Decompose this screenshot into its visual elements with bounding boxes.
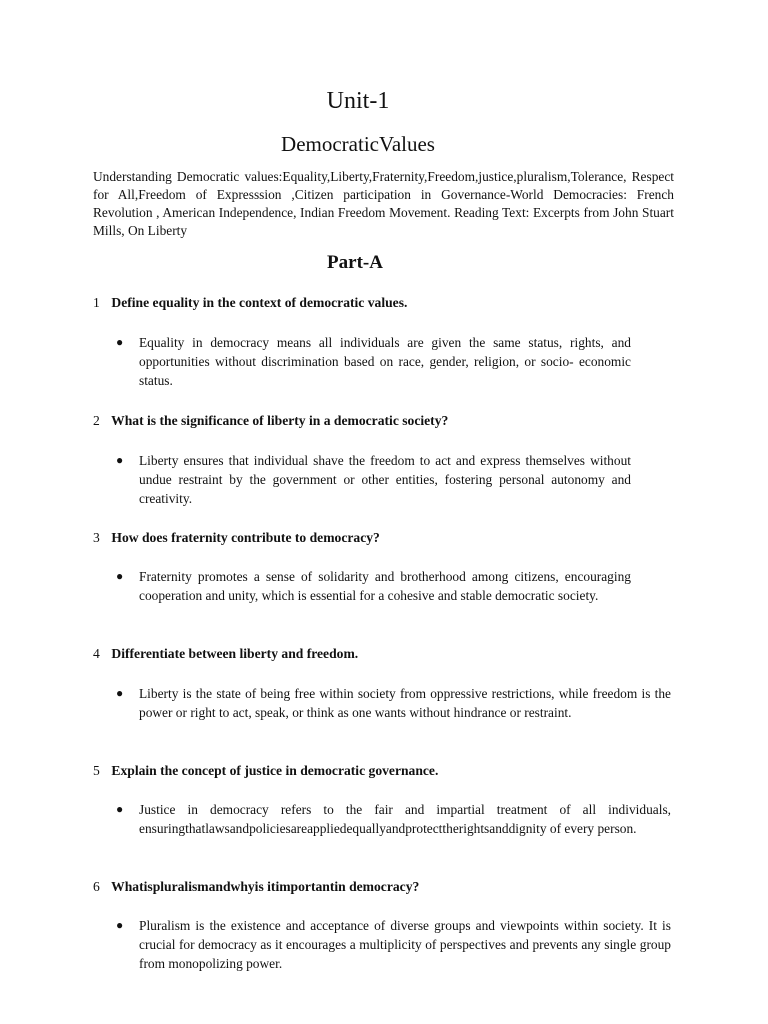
question-text: Define equality in the context of democratic values. — [111, 295, 408, 310]
question-number: 6 — [93, 879, 100, 894]
bullet-icon: ● — [116, 335, 124, 349]
intro-paragraph: Understanding Democratic values:Equality,Liberty,Fraternity,Freedom,justice,pluralism,Tolerance, Respect for All,Freedom of Expresssion ,Citizen participation in Governance-World Democracies: French Revolution , American Independence, Indian Freedom Movement. Reading Text: Excerpts from John Stuart Mills, On Liberty — [93, 169, 674, 238]
answer-5: Justice in democracy refers to the fair and impartial treatment of all individuals, ensuringthatlawsandpoliciesareappliedequallyandprotecttherightsanddignity of every person. — [139, 802, 671, 836]
question-text: What is the significance of liberty in a democratic society? — [111, 413, 449, 428]
answer-6: Pluralism is the existence and acceptance of diverse groups and viewpoints within society. It is crucial for democracy as it encourages a multiplicity of perspectives and prevents any single group from monopolizing power. — [139, 918, 671, 971]
answer-2: Liberty ensures that individual shave the freedom to act and express themselves without undue restraint by the government or other entities, fostering personal autonomy and creativity. — [139, 453, 631, 506]
answer-3: Fraternity promotes a sense of solidarity and brotherhood among citizens, encouraging cooperation and unity, which is essential for a cohesive and stable democratic society. — [139, 569, 631, 603]
bullet-icon: ● — [116, 569, 124, 583]
question-text: Whatispluralismandwhyis itimportantin democracy? — [111, 879, 420, 894]
question-1 — [93, 294, 693, 312]
question-4 — [93, 645, 693, 663]
question-number: 1 — [93, 295, 100, 310]
question-text: How does fraternity contribute to democracy? — [111, 530, 380, 545]
unit-subtitle: DemocraticValues — [281, 132, 435, 156]
question-number: 3 — [93, 530, 100, 545]
bullet-icon: ● — [116, 918, 124, 932]
question-number: 2 — [93, 413, 100, 428]
question-number: 4 — [93, 646, 100, 661]
bullet-icon: ● — [116, 802, 124, 816]
part-heading: Part-A — [327, 252, 383, 273]
question-2 — [93, 412, 693, 430]
question-number: 5 — [93, 763, 100, 778]
question-text: Differentiate between liberty and freedom. — [111, 646, 359, 661]
question-text: Explain the concept of justice in democratic governance. — [111, 763, 439, 778]
question-3 — [93, 529, 693, 547]
answer-1: Equality in democracy means all individuals are given the same status, rights, and opportunities without discrimination based on race, gender, religion, or socio- economic status. — [139, 335, 631, 388]
bullet-icon: ● — [116, 686, 124, 700]
unit-title: Unit-1 — [326, 88, 390, 114]
question-5 — [93, 762, 693, 780]
answer-4: Liberty is the state of being free within society from oppressive restrictions, while freedom is the power or right to act, speak, or think as one wants without hindrance or restraint. — [139, 686, 671, 720]
question-6 — [93, 878, 693, 896]
bullet-icon: ● — [116, 453, 124, 467]
